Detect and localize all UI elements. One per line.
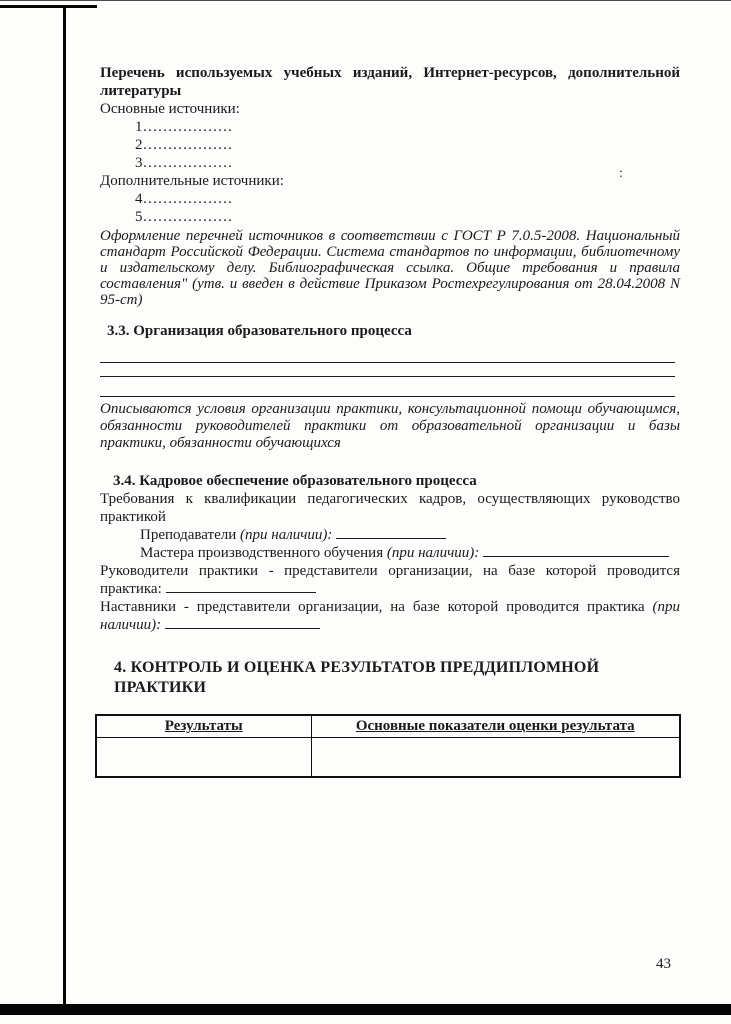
teachers-fill-in-line (336, 526, 446, 539)
supervisors-line (100, 562, 680, 598)
teachers-note: (при наличии): (240, 527, 333, 543)
mentors-fill-in-line (165, 616, 320, 629)
table-row (96, 737, 680, 777)
teachers-line (100, 526, 680, 544)
masters-line (100, 544, 680, 562)
masters-label: Мастера производственного обучения (140, 545, 387, 561)
table-empty-cell-indicators (311, 737, 680, 777)
masters-note: (при наличии): (386, 545, 480, 561)
sources-additional-label: Дополнительные источники: (100, 173, 284, 189)
table-header-indicators: Основные показатели оценки результата (311, 715, 680, 737)
scan-artifact-bottom-bar (0, 1004, 731, 1015)
table-empty-cell-results (96, 737, 311, 777)
section-4-heading: 4. КОНТРОЛЬ И ОЦЕНКА РЕЗУЛЬТАТОВ ПРЕДДИПЛОМНОЙ ПРАКТИКИ (114, 659, 600, 696)
mentors-text: Наставники - представители организации, на базе которой проводится практика (100, 599, 653, 615)
scan-artifact-top-left (0, 5, 97, 8)
source-item-5: 5……………… (135, 209, 233, 225)
section-33-heading: 3.3. Организация образовательного процесса (107, 323, 412, 339)
org-note: Описываются условия организации практики, консультационной помощи обучающимся, обязанности руководителей практики от образовательной организации и базы практики, обязанности обучающихся (100, 401, 680, 451)
source-item-1: 1……………… (135, 119, 233, 135)
table-header-row (96, 715, 680, 737)
supervisors-text: Руководители практики - представители организации, на базе которой проводится практика: (100, 563, 680, 597)
mentors-note: (при наличии): (100, 599, 680, 633)
masters-fill-in-line (483, 544, 669, 557)
section-34-heading: 3.4. Кадровое обеспечение образовательного процесса (113, 473, 477, 489)
supervisors-fill-in-line (166, 580, 316, 593)
page-content (100, 64, 680, 778)
results-table (95, 714, 681, 778)
table-header-results: Результаты (96, 715, 311, 737)
ruled-line-2 (100, 376, 675, 377)
mentors-line (100, 598, 680, 634)
source-item-3: 3……………… (135, 155, 233, 171)
teachers-label: Преподаватели (140, 527, 241, 543)
ruled-line-3 (100, 396, 675, 397)
sources-main-label: Основные источники: (100, 101, 240, 117)
sources-heading: Перечень используемых учебных изданий, Интернет-ресурсов, дополнительной литературы (100, 65, 680, 99)
scan-stray-mark: : (619, 166, 623, 181)
source-item-4: 4……………… (135, 191, 233, 207)
gost-note: Оформление перечней источников в соответствии с ГОСТ Р 7.0.5-2008. Национальный стандарт Российской Федерации. Система стандартов по информации, библиотечному и издательскому делу. Библиографическая ссылка. Общие требования и правила составления" (утв. и введен в действие Приказом Ростехрегулирования от 28.04.2008 N 95-ст) (100, 228, 680, 308)
page-number: 43 (656, 956, 671, 972)
scan-edge-top (0, 0, 731, 1)
ruled-line-1 (100, 362, 675, 363)
source-item-2: 2……………… (135, 137, 233, 153)
scan-artifact-left-bar (63, 5, 66, 1009)
staff-intro: Требования к квалификации педагогических кадров, осуществляющих руководство практикой (100, 491, 680, 525)
